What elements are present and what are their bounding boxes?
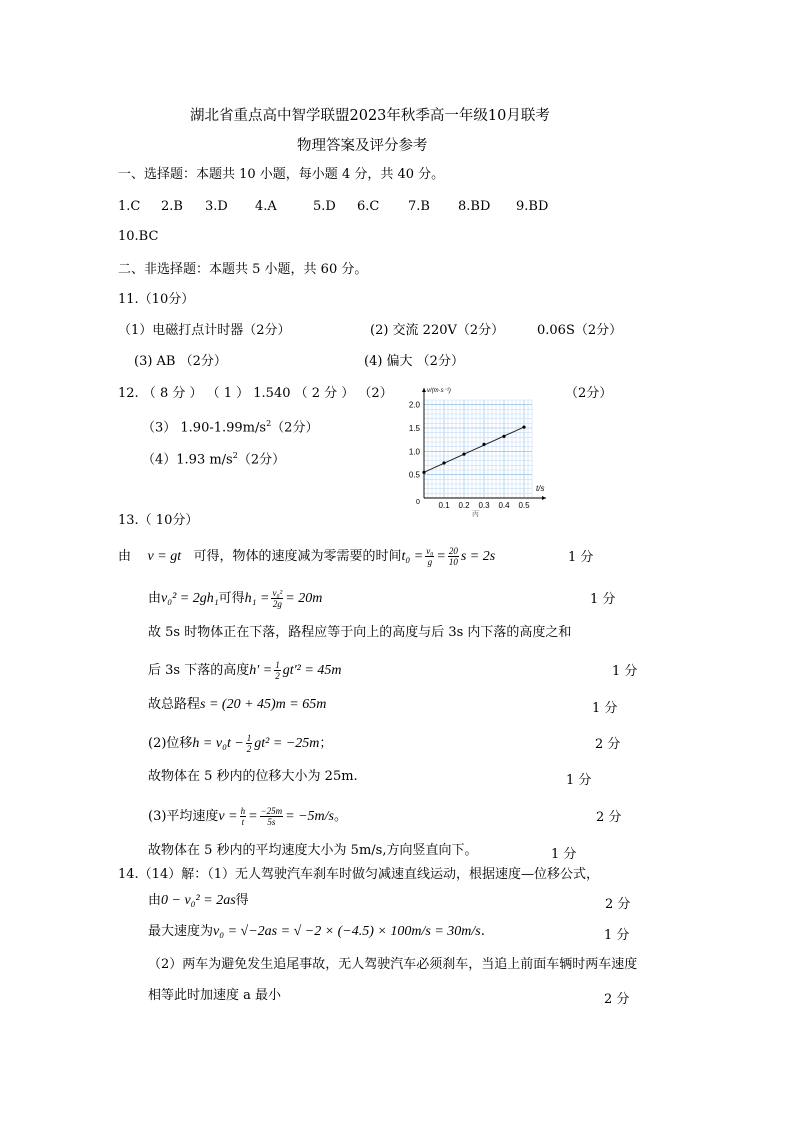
- q13-line-8: (3)平均速度v = $\frac{h}{t}$ = $\frac{-25m}{5s}$ = −5m/s。: [148, 806, 347, 827]
- y-axis-arrow-icon: [422, 388, 426, 392]
- q11-answer-4: (3) AB （2分）: [134, 354, 227, 369]
- q13-line-6: (2)位移h = v₀t − $\frac{1}{2}$ gt² = −25m；: [148, 733, 333, 754]
- answer-item: 6.C: [357, 199, 380, 214]
- answer-item: 1.C: [118, 199, 141, 214]
- x-tick-label: 0.2: [458, 501, 470, 510]
- q14-line-5: 相等此时加速度 a 最小: [148, 988, 282, 1003]
- q13-score-8: 1 分: [551, 847, 577, 862]
- velocity-time-chart: [398, 384, 558, 518]
- x-axis-label: t/s: [536, 484, 545, 493]
- section-choice-heading: 一、选择题：本题共 10 小题，每小题 4 分，共 40 分。: [118, 167, 445, 182]
- q13-score-3: 1 分: [612, 664, 638, 679]
- y-tick-label: 2.0: [408, 400, 420, 410]
- q13-line-3: 故 5s 时物体正在下落，路程应等于向上的高度与后 3s 内下落的高度之和: [148, 625, 572, 640]
- origin-label: 0: [416, 499, 420, 506]
- y-tick-label: 1.0: [408, 447, 420, 457]
- q13-line-2: 由v₀² = 2gh₁可得h₁ = $\frac{\text{v₀²}}{2g}$ = 20m: [148, 588, 323, 609]
- q14-score-1: 2 分: [605, 897, 631, 912]
- x-axis-arrow-icon: [542, 496, 546, 500]
- y-axis-label: v/(m·s⁻¹): [427, 388, 451, 394]
- q11-answer-3: 0.06S（2分）: [537, 323, 623, 338]
- q11-answer-5: (4) 偏大 （2分）: [364, 354, 464, 369]
- q14-line-4: （2）两车为避免发生追尾事故，无人驾驶汽车必须刹车，当追上前面车辆时两车速度: [148, 957, 638, 972]
- q13-line-5: 故总路程s = (20 + 45)m = 65m: [148, 697, 327, 712]
- x-tick-label: 0.5: [518, 501, 530, 510]
- data-point: [442, 461, 445, 464]
- data-point: [422, 471, 425, 474]
- answer-item: 9.BD: [516, 199, 549, 214]
- q13-line-4: 后 3s 下落的高度h′ = $\frac{1}{2}$ gt′² = 45m: [148, 660, 342, 681]
- x-tick-label: 0.1: [438, 501, 450, 510]
- answer-item: 8.BD: [458, 199, 491, 214]
- data-point: [522, 425, 525, 428]
- x-tick-label: 0.4: [498, 501, 510, 510]
- q12-answer-4: （4）1.93 $m/s^2(2$分）: [142, 451, 286, 468]
- choice-answers-row-2: 10.BC: [118, 229, 159, 244]
- q14-line-3: 最大速度为v₀ = √−2as = √ −2 × (−4.5) × 100m/s = 30m/s.: [148, 924, 485, 939]
- q13-score-5: 2 分: [595, 737, 621, 752]
- chart-caption: 丙: [472, 511, 479, 518]
- q12-heading: 12. （ 8 分 ） （ 1 ） 1.540 （ 2 分 ） （2）: [118, 386, 393, 401]
- q13-score-2: 1 分: [590, 592, 616, 607]
- q13-score-1: 1 分: [568, 550, 594, 565]
- q14-line-1: 14.（14）解：（1）无人驾驶汽车刹车时做匀减速直线运动，根据速度—位移公式，: [118, 867, 599, 882]
- answer-item: 4.A: [255, 199, 277, 214]
- q12-answer-3: （3） $1.90-1.99m/s^2(2$分）: [142, 419, 319, 436]
- data-point: [482, 443, 485, 446]
- data-point: [502, 435, 505, 438]
- q13-score-6: 1 分: [566, 773, 592, 788]
- answer-item: 5.D: [313, 199, 336, 214]
- y-tick-label: 0.5: [408, 470, 420, 480]
- q13-line-9: 故物体在 5 秒内的平均速度大小为 5m/s,方向竖直向下。: [148, 843, 478, 858]
- section-nonchoice-heading: 二、非选择题：本题共 5 小题，共 60 分。: [118, 262, 368, 277]
- answer-item: 7.B: [408, 199, 430, 214]
- answer-item: 3.D: [205, 199, 228, 214]
- q14-score-2: 1 分: [604, 928, 630, 943]
- answer-item: 2.B: [161, 199, 183, 214]
- q11-answer-1: （1）电磁打点计时器（2分）: [118, 323, 291, 338]
- q13-score-7: 2 分: [596, 810, 622, 825]
- page-subtitle: 物理答案及评分参考: [297, 138, 428, 154]
- choice-answers-row: [118, 199, 568, 215]
- q14-score-3: 2 分: [604, 992, 630, 1007]
- q12-score-2: （2分）: [565, 386, 613, 401]
- q13-line-1: 由 v = gt 可得，物体的速度减为零需要的时间t₀ = $\frac{\text{v₀}}{g}$ = $\frac{20}{10}$ s = 2s: [118, 546, 496, 567]
- y-tick-label: 1.5: [408, 424, 420, 433]
- data-point: [462, 453, 465, 456]
- x-tick-label: 0.3: [478, 501, 490, 510]
- q13-heading: 13.（ 10分）: [118, 513, 199, 528]
- q11-answer-2: (2) 交流 220V（2分）: [370, 323, 505, 338]
- q13-line-7: 故物体在 5 秒内的位移大小为 25m.: [148, 769, 358, 784]
- q14-line-2: 由0 − v₀² = 2as得: [148, 893, 249, 908]
- page-title: 湖北省重点高中智学联盟2023年秋季高一年级10月联考: [190, 108, 550, 124]
- q11-heading: 11.（10分）: [118, 292, 195, 307]
- q13-score-4: 1 分: [592, 701, 618, 716]
